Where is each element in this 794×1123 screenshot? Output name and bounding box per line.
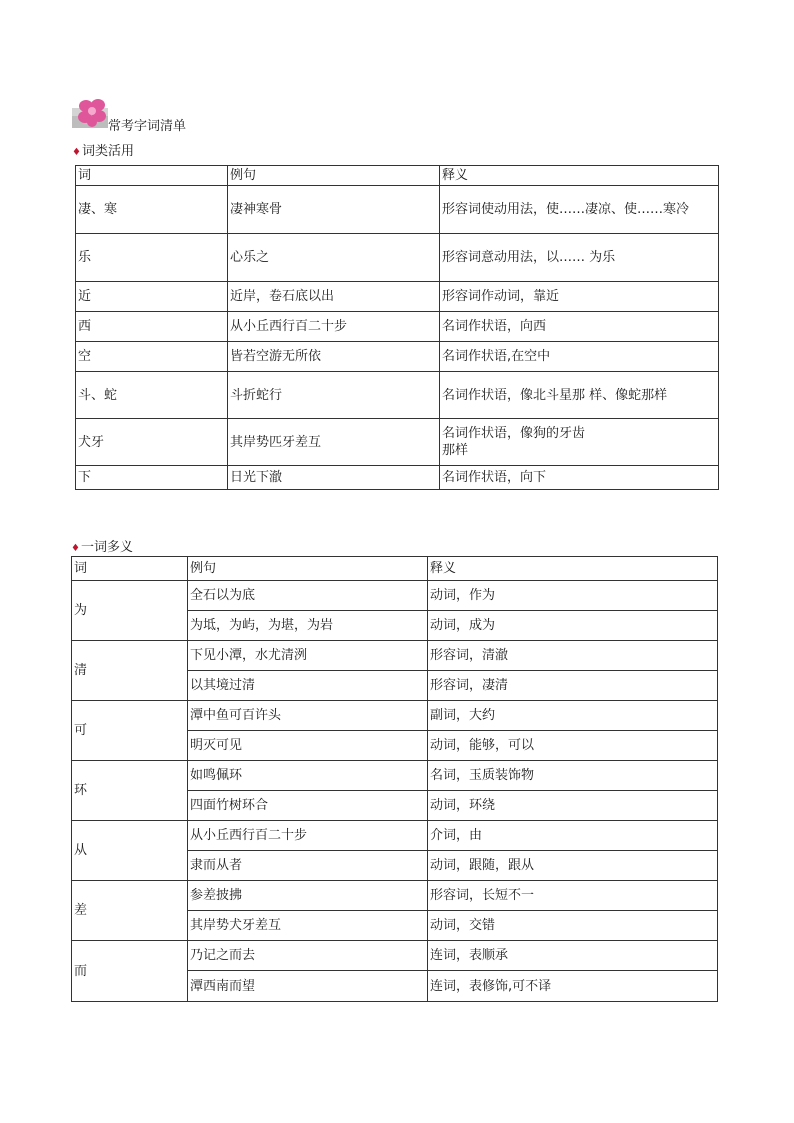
cell-meaning: 形容词，长短不一 <box>428 881 718 911</box>
section-title-2 <box>71 536 133 555</box>
cell-example: 隶而从者 <box>188 851 428 881</box>
cell-word: 清 <box>72 641 188 701</box>
table-row <box>76 186 719 234</box>
cell-meaning: 名词，玉质装饰物 <box>428 761 718 791</box>
cell-example: 从小丘西行百二十步 <box>188 821 428 851</box>
cell-meaning-line: 那样 <box>442 443 469 458</box>
cell-example: 凄神寒骨 <box>228 186 440 234</box>
cell-meaning: 动词，交错 <box>428 911 718 941</box>
cell-meaning: 动词，能够，可以 <box>428 731 718 761</box>
table-header-row <box>72 557 718 581</box>
cell-meaning: 形容词，凄清 <box>428 671 718 701</box>
cell-word: 近 <box>76 282 228 312</box>
table-row <box>72 761 718 791</box>
cell-word: 而 <box>72 941 188 1002</box>
column-header: 释义 <box>440 166 719 186</box>
cell-word: 犬牙 <box>76 419 228 466</box>
cell-example: 其岸势犬牙差互 <box>188 911 428 941</box>
column-header: 释义 <box>428 557 718 581</box>
cell-word: 凄、寒 <box>76 186 228 234</box>
cell-example: 全石以为底 <box>188 581 428 611</box>
cell-meaning: 介词，由 <box>428 821 718 851</box>
cell-example: 潭中鱼可百许头 <box>188 701 428 731</box>
cell-word: 从 <box>72 821 188 881</box>
cell-example: 潭西南而望 <box>188 971 428 1002</box>
cell-example: 以其境过清 <box>188 671 428 701</box>
diamond-bullet-icon: ♦ <box>72 147 81 158</box>
cell-word: 乐 <box>76 234 228 282</box>
cell-meaning: 形容词作动词，靠近 <box>440 282 719 312</box>
table-row <box>76 234 719 282</box>
table-row <box>76 466 719 490</box>
table-header-row <box>76 166 719 186</box>
cell-word: 为 <box>72 581 188 641</box>
cell-example: 乃记之而去 <box>188 941 428 971</box>
cell-word: 斗、蛇 <box>76 372 228 419</box>
table-row <box>72 941 718 971</box>
table-row <box>72 641 718 671</box>
cell-meaning <box>440 419 719 466</box>
table-row <box>72 701 718 731</box>
section-title-text: 一词多义 <box>80 540 133 555</box>
cell-meaning: 动词，环绕 <box>428 791 718 821</box>
cell-example: 为坻，为屿，为堪，为岩 <box>188 611 428 641</box>
table-row <box>72 821 718 851</box>
column-header: 词 <box>76 166 228 186</box>
table-row <box>72 581 718 611</box>
section-title-1 <box>72 140 134 159</box>
column-header: 词 <box>72 557 188 581</box>
polysemy-table <box>71 556 718 1002</box>
cell-word: 下 <box>76 466 228 490</box>
cell-meaning: 动词，作为 <box>428 581 718 611</box>
table-row <box>72 881 718 911</box>
cell-meaning: 形容词使动用法，使……凄凉、使……寒冷 <box>440 186 719 234</box>
diamond-bullet-icon: ♦ <box>71 543 80 554</box>
cell-example: 参差披拂 <box>188 881 428 911</box>
table-row <box>76 372 719 419</box>
cell-example: 从小丘西行百二十步 <box>228 312 440 342</box>
cell-meaning: 形容词，清澈 <box>428 641 718 671</box>
cell-word: 差 <box>72 881 188 941</box>
flower-logo-icon <box>72 96 110 128</box>
section-title-text: 词类活用 <box>81 144 134 159</box>
cell-meaning: 名词作状语，向西 <box>440 312 719 342</box>
cell-example: 近岸，卷石底以出 <box>228 282 440 312</box>
cell-example: 明灭可见 <box>188 731 428 761</box>
cell-word: 可 <box>72 701 188 761</box>
cell-example: 皆若空游无所依 <box>228 342 440 372</box>
cell-word: 西 <box>76 312 228 342</box>
cell-example: 四面竹树环合 <box>188 791 428 821</box>
cell-word: 空 <box>76 342 228 372</box>
word-class-table <box>75 165 719 490</box>
cell-meaning: 动词，跟随，跟从 <box>428 851 718 881</box>
table-row <box>76 282 719 312</box>
column-header: 例句 <box>228 166 440 186</box>
cell-meaning: 副词，大约 <box>428 701 718 731</box>
table-row <box>76 312 719 342</box>
cell-example: 心乐之 <box>228 234 440 282</box>
table-row <box>76 419 719 466</box>
cell-meaning: 形容词意动用法，以…… 为乐 <box>440 234 719 282</box>
cell-meaning-line: 名词作状语，像狗的牙齿 <box>442 426 586 441</box>
cell-meaning: 连词，表顺承 <box>428 941 718 971</box>
cell-example: 其岸势匹牙差互 <box>228 419 440 466</box>
page-title: 常考字词清单 <box>108 119 187 134</box>
cell-meaning: 连词，表修饰,可不译 <box>428 971 718 1002</box>
cell-meaning: 名词作状语，像北斗星那 样、像蛇那样 <box>440 372 719 419</box>
cell-example: 斗折蛇行 <box>228 372 440 419</box>
cell-example: 下见小潭，水尤清洌 <box>188 641 428 671</box>
cell-meaning: 名词作状语，向下 <box>440 466 719 490</box>
cell-meaning: 名词作状语,在空中 <box>440 342 719 372</box>
cell-example: 如鸣佩环 <box>188 761 428 791</box>
cell-word: 环 <box>72 761 188 821</box>
cell-meaning: 动词，成为 <box>428 611 718 641</box>
column-header: 例句 <box>188 557 428 581</box>
cell-example: 日光下澈 <box>228 466 440 490</box>
table-row <box>76 342 719 372</box>
